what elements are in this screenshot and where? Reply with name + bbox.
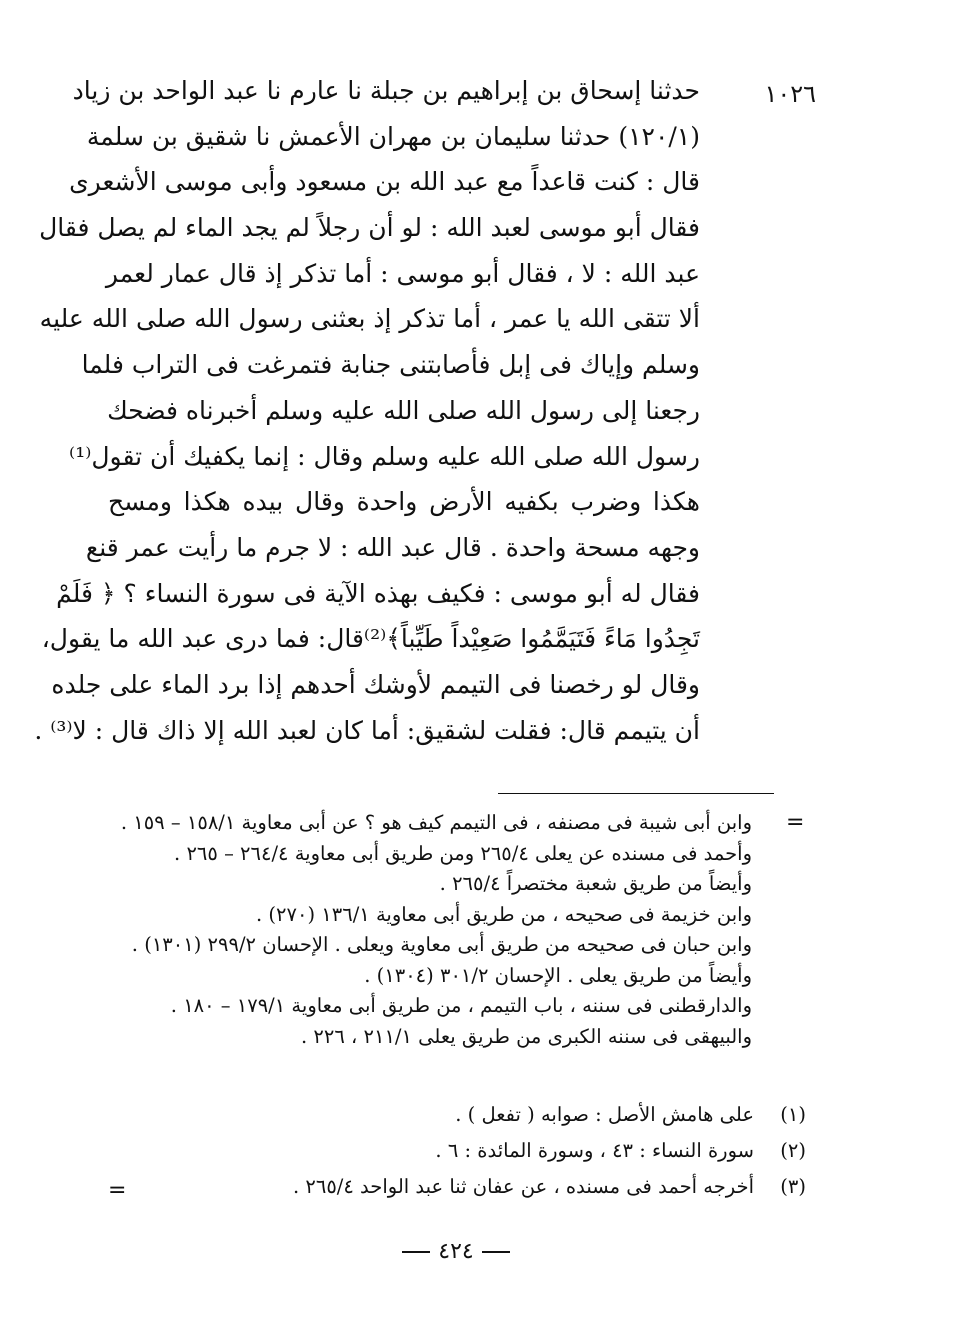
footnote-2 [200,1133,806,1169]
note-line: وأيضاً من طريق يعلى . الإحسان ٣٠١/٢ (١٣٠٤) . [364,963,752,987]
footnote-text: أخرجه أحمد فى مسنده ، عن عفان ثنا عبد الواحد ٢٦٥/٤ . [292,1175,754,1198]
main-text [34,68,700,753]
main-line: حدثنا إسحاق بن إبراهيم بن جبلة نا عارم نا عبد الواحد بن زياد [72,76,700,105]
footnote-number: (١) [780,1103,806,1126]
note-line: وابن أبى شيبة فى مصنفه ، فى التيمم كيف هو ؟ عن أبى معاوية ١٥٨/١ – ١٥٩ . [120,811,752,834]
footnote-separator [498,793,774,794]
main-line: أن يتيمم قال: فقلت لشقيق: أما كان لعبد الله إلا ذاك قال : لا⁽³⁾ . [34,715,700,745]
main-line: وسلم وإياك فى إبل فأصابتنى جنابة فتمرغت فى التراب فلما [81,350,700,380]
note-line: وابن خزيمة فى صحيحه ، من طريق أبى معاوية ١٣٦/١ (٢٧٠) . [256,902,752,926]
main-line: رسول الله صلى الله عليه وسلم وقال : إنما يكفيك أن تقول⁽¹⁾ [69,441,700,471]
note-line: وأيضاً من طريق شعبة مختصراً ٢٦٥/٤ . [439,872,752,895]
page-number-wrap [0,1234,912,1270]
footnote-number: (٣) [780,1175,806,1198]
dash-left [482,1251,510,1253]
footnote-text: سورة النساء : ٤٣ ، وسورة المائدة : ٦ . [435,1139,754,1162]
main-line: وجهه مسحة واحدة . قال عبد الله : لا جرم ما رأيت عمر قنع [85,532,700,562]
footnote-text: على هامش الأصل : صوابه ( تفعل ) . [455,1103,754,1126]
main-line: رجعنا إلى رسول الله صلى الله عليه وسلم أخبرناه فضحك [107,395,700,425]
footnote-3 [200,1169,806,1205]
note-line: وابن حبان فى صحيحه من طريق أبى معاوية ويعلى . الإحسان ٢٩٩/٢ (١٣٠١) . [131,933,752,956]
page-number: ٤٢٤ [438,1239,474,1264]
main-line: قال : كنت قاعداً مع عبد الله بن مسعود وأبى موسى الأشعرى [69,167,700,197]
note-line: وأحمد فى مسنده عن يعلى ٢٦٥/٤ ومن طريق أبى معاوية ٢٦٤/٤ – ٢٦٥ . [174,841,752,865]
main-line: ألا تتقى الله يا عمر ، أما تذكر إذ بعثنى رسول الله صلى الله عليه [39,304,700,334]
main-line: فقال له أبو موسى : فكيف بهذه الآية فى سورة النساء ؟ ﴿ فَلَمْ [56,578,700,608]
dash-right [402,1251,430,1253]
main-line: هكذا وضرب بكفيه الأرض واحدة وقال بيده هكذا ومسح [108,487,700,517]
note-line: والبيهقى فى سننه الكبرى من طريق يعلى ٢١١/١ ، ٢٢٦ . [300,1024,752,1048]
main-line: عبد الله : لا ، فقال أبو موسى : أما تذكر إذ قال عمار لعمر [105,258,700,288]
continuation-mark-top: = [786,810,805,835]
main-line: (١٢٠/١) حدثنا سليمان بن مهران الأعمش نا شقيق بن سلمة [86,121,700,151]
footnote-number: (٢) [780,1139,806,1162]
continued-notes [120,808,752,1052]
main-line: وقال لو رخصنا فى التيمم لأوشك أحدهم إذا برد الماء على جلده [51,669,700,699]
note-line: والدارقطنى فى سننه ، باب التيمم ، من طريق أبى معاوية ١٧٩/١ – ١٨٠ . [170,994,752,1017]
footnote-1 [200,1097,806,1133]
footnotes [200,1097,806,1205]
hadith-number: ١٠٢٦ [764,80,816,108]
continuation-mark-bottom: = [108,1178,127,1203]
main-line: فقال أبو موسى لعبد الله : لو أن رجلاً لم يجد الماء لم يصل فقال [39,213,700,243]
main-line: تَجِدُوا مَاءً فَتَيَمَّمُوا صَعِيْداً طَيِّباً﴾⁽²⁾قال: فما درى عبد الله ما يقول، [41,624,700,654]
